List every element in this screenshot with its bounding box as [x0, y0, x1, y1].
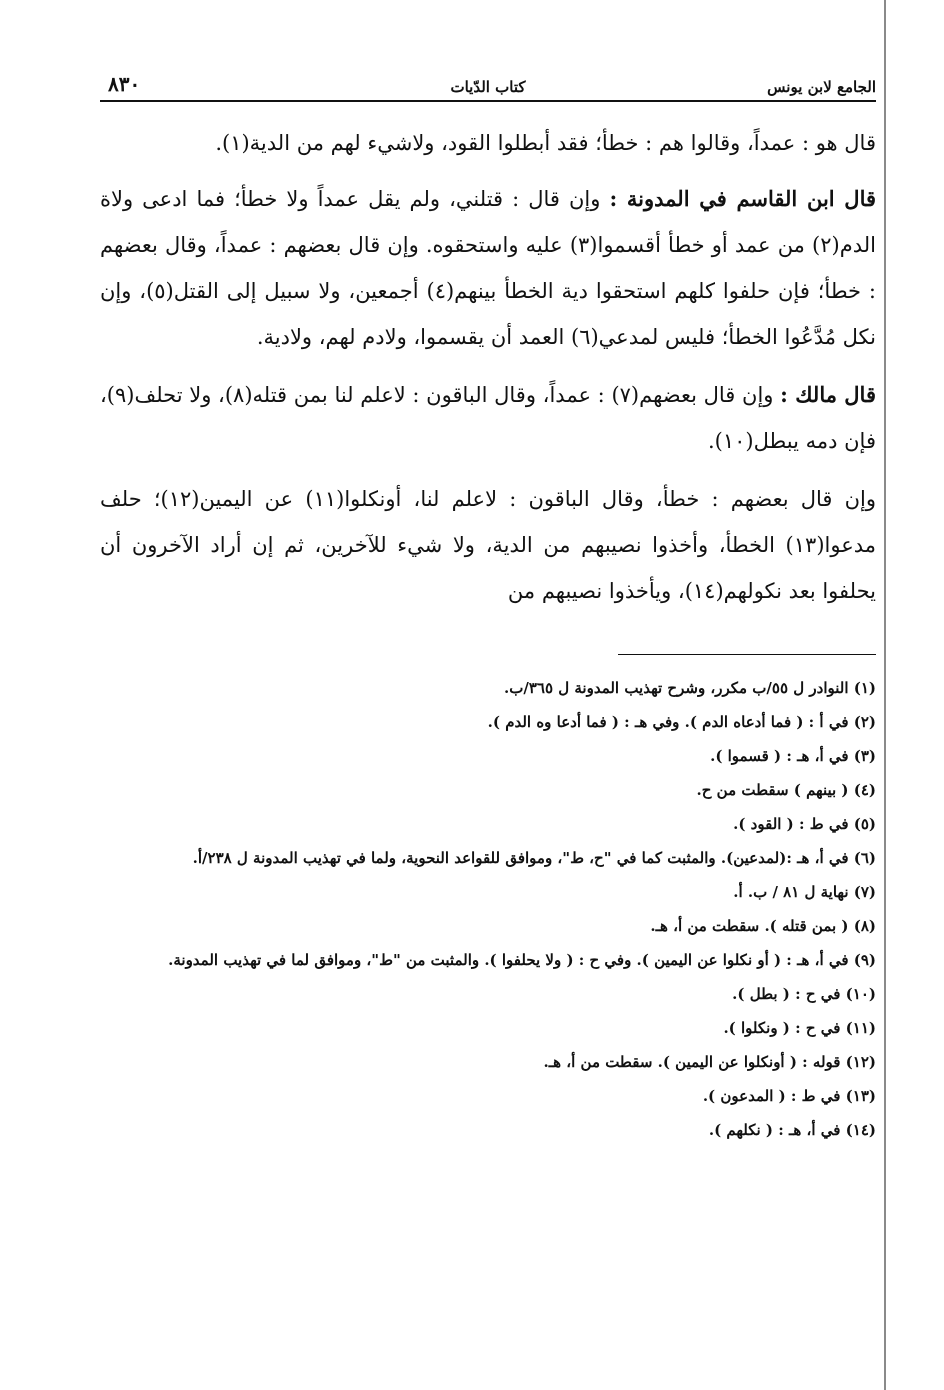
page-spine-line — [884, 0, 886, 1390]
footnote-1: (١) النوادر ل ٥٥/ب مكرر، وشرح تهذيب المدونة ل ٣٦٥/ب. — [504, 679, 876, 697]
paragraph-3-text: وإن قال بعضهم(٧) : عمداً، وقال الباقون : لاعلم لنا بمن قتله(٨)، ولا تحلف(٩)، فإن دمه يبطل(١٠). — [100, 383, 876, 453]
main-text — [100, 120, 876, 614]
footnotes — [100, 671, 876, 1147]
footnote-13: (١٣) في ط : ( المدعون ). — [702, 1087, 876, 1105]
paragraph-3 — [100, 372, 876, 464]
footnote-8: (٨) ( بمن قتله ). سقطت من أ، هـ. — [650, 917, 876, 935]
footnote-2: (٢) في أ : ( فما أدعاه الدم ). وفي هـ : ( فما أدعا وه الدم ). — [487, 713, 876, 731]
header-chapter-title: كتاب الدّيات — [450, 78, 526, 96]
running-header — [100, 70, 876, 100]
footnote-10: (١٠) في ح : ( بطل ). — [732, 985, 876, 1003]
paragraph-2-text: وإن قال : قتلني، ولم يقل عمداً ولا خطأ؛ فما ادعى ولاة الدم(٢) من عمد أو خطأ أقسموا(٣) عليه واستحقوه. وإن قال بعضهم : عمداً، وقال بعضهم : خطأ؛ فإن حلفوا كلهم استحقوا دية الخطأ بينهم(٤) أجمعين، ولا سبيل إلى القتل(٥)، وإن نكل مُدَّعُوا الخطأ؛ فليس لمدعي(٦) العمد أن يقسموا، ولادم لهم، ولادية. — [100, 187, 877, 349]
header-rule — [100, 100, 876, 102]
footnote-separator — [618, 654, 876, 655]
paragraph-3-lead: قال مالك : — [780, 382, 876, 407]
footnote-4: (٤) ( بينهم ) سقطت من ح. — [696, 781, 876, 799]
paragraph-2-lead: قال ابن القاسم في المدونة : — [609, 186, 876, 211]
paragraph-1: قال هو : عمداً، وقالوا هم : خطأ؛ فقد أبطلوا القود، ولاشيء لهم من الدية(١). — [215, 131, 876, 155]
footnote-3: (٣) في أ، هـ : ( قسموا ). — [710, 747, 876, 765]
footnote-9: (٩) في أ، هـ : ( أو نكلوا عن اليمين ). وفي ح : ( ولا يحلفوا ). والمثبت من "ط"، وموافق لما في تهذيب المدونة. — [168, 951, 876, 969]
footnote-14: (١٤) في أ، هـ : ( نكلهم ). — [708, 1121, 876, 1139]
page-number: ٨٣٠ — [108, 72, 141, 96]
paragraph-4: وإن قال بعضهم : خطأ، وقال الباقون : لاعلم لنا، أونكلوا(١١) عن اليمين(١٢)؛ حلف مدعوا(١٣) الخطأ، وأخذوا نصيبهم من الدية، ولا شيء للآخرين، ثم إن أراد الآخرون أن يحلفوا بعد نكولهم(١٤)، ويأخذوا نصيبهم من — [100, 487, 876, 603]
footnote-12: (١٢) قوله : ( أونكلوا عن اليمين ). سقطت من أ، هـ. — [543, 1053, 876, 1071]
book-page — [100, 70, 876, 1147]
footnote-5: (٥) في ط : ( القود ). — [733, 815, 876, 833]
footnote-6: (٦) في أ، هـ :(لمدعين). والمثبت كما في "ح، ط"، وموافق للقواعد النحوية، ولما في تهذيب المدونة ل ٢٣٨/أ. — [192, 849, 876, 867]
header-book-title: الجامع لابن يونس — [767, 78, 876, 96]
footnote-11: (١١) في ح : ( ونكلوا ). — [723, 1019, 876, 1037]
footnote-7: (٧) نهاية ل ٨١ / ب. أ. — [733, 883, 876, 901]
paragraph-2 — [100, 176, 876, 360]
